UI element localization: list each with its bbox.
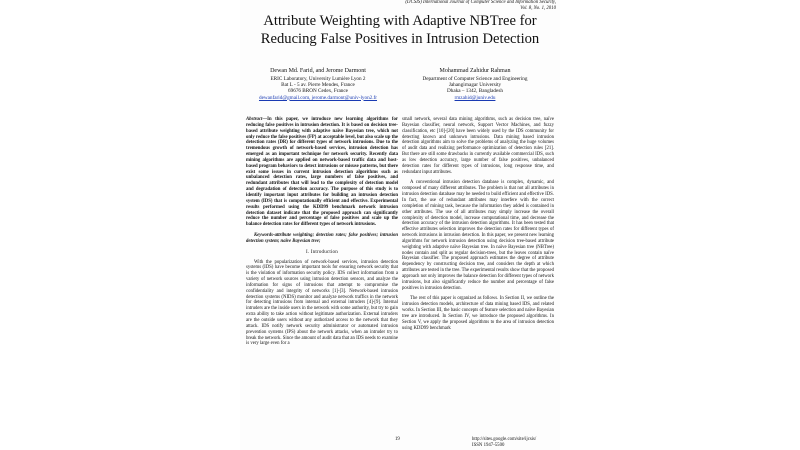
- abstract-label: Abstract: [246, 117, 263, 122]
- author-affiliation-line: Jahangirnagar University: [448, 82, 502, 89]
- section-heading-introduction: I. Introduction: [306, 249, 338, 255]
- author-affiliation-line: ERIC Laboratory, University Lumière Lyon 2: [270, 76, 366, 82]
- paper-title: [240, 12, 560, 48]
- paper-page: [240, 0, 560, 450]
- author-affiliation-line: Bat L - 5 av. Pierre Mendes, France: [281, 82, 355, 89]
- author-affiliation-line: Dhaka – 1342, Bangladesh: [447, 88, 503, 95]
- keywords: Keywords-attribute weighting; detection rates; false positives; intrusion detection system; naïve Bayesian tree;: [246, 233, 398, 244]
- journal-header-line2: Vol. 8, No. 1, 2010: [520, 6, 556, 11]
- author-email-link[interactable]: dewanfarid@gmail.com, jerome.darmont@univ-lyon2.fr: [258, 94, 378, 101]
- right-column: [402, 117, 554, 337]
- body-paragraph: A conventional intrusion detection database is complex, dynamic, and composed of many different attributes. The problem is that not all attributes in intrusion detection database may be needed to build efficient and effective IDS. In fact, the use of redundant attributes may interfere with the correct completion of mining task, because the information they added is contained in other attributes. The use of all attributes may simply increase the overall complexity of detection model, increase computational time, and decrease the detection accuracy of the intrusion detection algorithms. It has been tested that effective attributes selection improves the detection rates for different types of network intrusions in intrusion detection. In this paper, we present new learning algorithms for network intrusion detection using decision tree-based attribute weighting with adaptive naïve Bayesian tree. In naïve Bayesian tree (NBTree) nodes contain and split as regular decision-trees, but the leaves contain naïve Bayesian classifier. The proposed approach estimates the degree of attribute dependency by constructing decision tree, and considers the depth at which attributes are tested in the tree. The experimental results show that the proposed approach not only improves the balance detection for different types of network intrusions, but also significantly reduce the number and percentage of false positives in intrusion detection.: [402, 180, 554, 291]
- journal-header-line1: (IJCSIS) International Journal of Computer Science and Information Security,: [405, 0, 556, 5]
- author-affiliation-line: Department of Computer Science and Engineering: [422, 76, 528, 82]
- author-block-1: [248, 67, 388, 101]
- body-paragraph: With the popularization of network-based services, intrusion detection systems (IDS) have become important tools for ensuring network security that is the violation of information security policy. IDS collect information from a variety of network sources using intrusion detection sensors, and analyze the information for signs of intrusions that attempt to compromise the confidentiality and integrity of networks [1]-[3]. Network-based intrusion detection systems (NIDS) monitor and analyze network traffics in the network for detecting intrusions from internal and external intruders [4]-[9]. Internal intruders are the inside users in the network with some authority, but try to gain extra ability to take action without legitimate authorization. External intruders are the outside users without any authorized access to the network that they attack. IDS notify network security administrator or automated intrusion prevention systems (IPS) about the network attacks, when an intruder try to break the network. Since the amount of audit data that an IDS needs to examine is very large even for a: [246, 259, 398, 347]
- left-column: [246, 117, 398, 352]
- journal-header: [405, 0, 556, 12]
- page-number: 19: [395, 437, 400, 442]
- author-name: Dewan Md. Farid, and Jerome Darmont: [270, 68, 366, 74]
- footer-url[interactable]: http://sites.google.com/site/ijcsis/: [472, 437, 537, 442]
- body-paragraph: The rest of this paper is organized as follows. In Section II, we outline the intrusion detection models, architecture of data mining based IDS, and related works. In Section III, the basic concepts of feature selection and naïve Bayesian tree are introduced. In Section IV, we introduce the proposed algorithms. In Section V, we apply the proposed algorithms to the area of intrusion detection using KDD99 benchmark: [402, 296, 554, 331]
- title-line2: Reducing False Positives in Intrusion Detection: [260, 31, 540, 47]
- abstract-paragraph: [246, 117, 398, 228]
- title-line1: Attribute Weighting with Adaptive NBTree for: [263, 13, 537, 29]
- author-email-link[interactable]: rmzahid@juniv.edu: [454, 94, 496, 101]
- right-margin-background: [560, 0, 800, 450]
- author-name: Mohammad Zahidur Rahman: [439, 68, 511, 74]
- abstract-text: —In this paper, we introduce new learning algorithms for reducing false positives in intrusion detection. It is based on decision tree-based attribute weighting with adaptive naïve Bayesian tree, which not only reduce the false positives (FP) at acceptable level, but also scale up the detection rates (DR) for different types of network intrusions. Due to the tremendous growth of network-based services, intrusion detection has emerged as an important technique for network security. Recently data mining algorithms are applied on network-based traffic data and host-based program behaviors to detect intrusions or misuse patterns, but there exist some issues in current intrusion detection algorithms such as unbalanced detection rates, large numbers of false positives, and redundant attributes that will lead to the complexity of detection model and degradation of detection accuracy. The purpose of this study is to identify important input attributes for building an intrusion detection system (IDS) that is computationally efficient and effective. Experimental results performed using the KDD99 benchmark network intrusion detection dataset indicate that the proposed approach can significantly reduce the number and percentage of false positives and scale up the balance detection rates for different types of network intrusions.: [246, 117, 398, 228]
- body-paragraph: small network, several data mining algorithms, such as decision tree, naïve Bayesian classifier, neural network, Support Vector Machines, and fuzzy classification, etc [10]-[20] have been widely used by the IDS community for detecting known and unknown intrusions. Data mining based intrusion detection algorithms aim to solve the problems of analyzing the huge volumes of audit data and realizing performance optimization of detection rules [21]. But there are still some drawbacks in currently available commercial IDS, such as low detection accuracy, large number of false positives, unbalanced detection rates for different types of intrusions, long response time, and redundant input attributes.: [402, 117, 554, 175]
- author-block-2: [405, 67, 545, 101]
- footer-issn: ISSN 1947-5500: [472, 443, 505, 448]
- author-affiliation-line: 69676 BRON Cedex, France: [288, 88, 348, 95]
- left-margin-background: [0, 0, 240, 450]
